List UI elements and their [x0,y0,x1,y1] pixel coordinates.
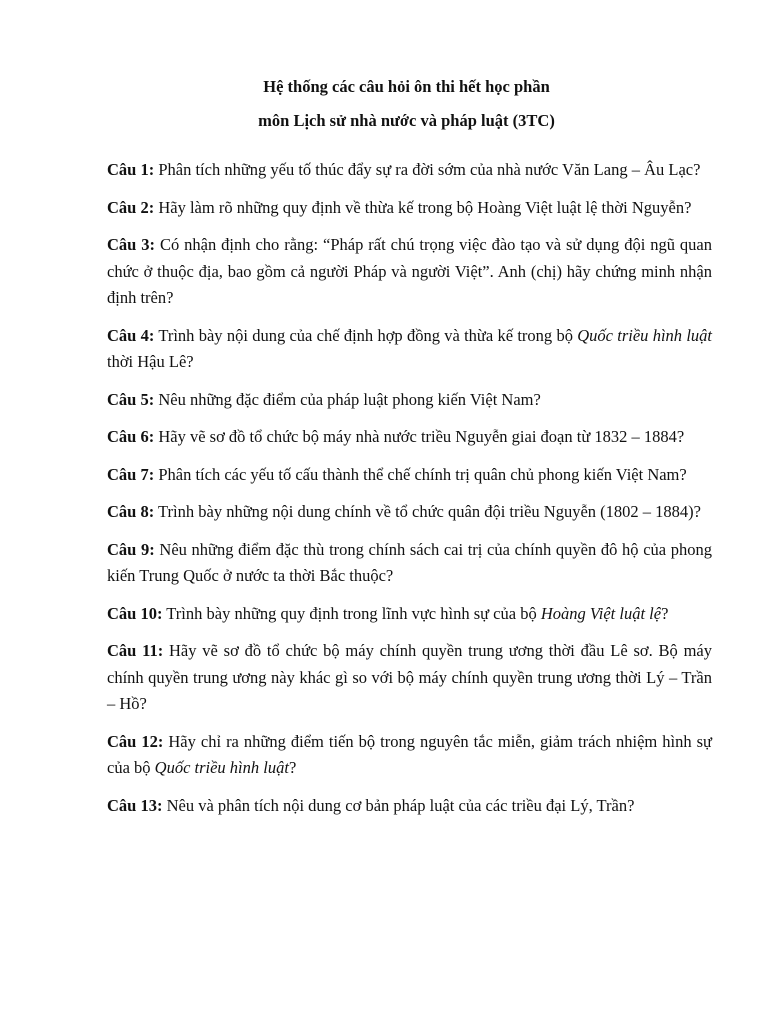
question-text: thời Hậu Lê? [107,352,194,371]
title-line-1: Hệ thống các câu hỏi ôn thi hết học phần [263,77,550,96]
question-item [107,601,712,628]
question-list [107,157,712,819]
question-text: Trình bày nội dung của chế định hợp đồng và thừa kế trong bộ [154,325,578,345]
question-text: Hãy chỉ ra những điểm tiến bộ trong nguyên tắc miễn, giảm trách nhiệm hình sự của bộ [107,731,712,777]
question-item [107,195,712,222]
question-title-reference: Quốc triều hình luật [154,758,289,777]
question-text: Có nhận định cho rằng: “Pháp rất chú trọng việc đào tạo và sử dụng đội ngũ quan chức ở thuộc địa, bao gồm cả người Pháp và người Việt”. Anh (chị) hãy chứng minh nhận định trên? [107,235,712,307]
question-label: Câu 2: [107,197,155,217]
question-item [107,424,712,451]
question-label: Câu 6: [107,427,155,446]
question-label: Câu 1: [107,160,155,179]
question-text: Nêu những đặc điểm của pháp luật phong kiến Việt Nam? [154,389,541,409]
question-item [107,729,712,782]
question-text: Phân tích những yếu tố thúc đẩy sự ra đời sớm của nhà nước Văn Lang – Âu Lạc? [154,160,701,179]
question-item [107,537,712,590]
question-label: Câu 7: [107,464,155,484]
question-item [107,387,712,414]
question-text: ? [288,758,297,777]
question-label: Câu 9: [107,539,155,559]
question-label: Câu 12: [107,731,164,751]
question-label: Câu 8: [107,502,155,521]
question-text: Trình bày những nội dung chính về tổ chức quân đội triều Nguyễn (1802 – 1884)? [154,502,701,521]
question-text: Nêu và phân tích nội dung cơ bản pháp luật của các triều đại Lý, Trần? [162,795,635,815]
title-line-2: môn Lịch sử nhà nước và pháp luật (3TC) [258,111,555,130]
question-title-reference: Hoàng Việt luật lệ [540,603,662,623]
question-text: Hãy vẽ sơ đồ tổ chức bộ máy nhà nước triều Nguyễn giai đoạn từ 1832 – 1884? [154,427,685,446]
question-text: Phân tích các yếu tố cấu thành thể chế chính trị quân chủ phong kiến Việt Nam? [154,464,687,484]
question-label: Câu 4: [107,325,155,345]
question-label: Câu 3: [107,235,156,254]
question-item [107,232,712,312]
question-item [107,638,712,718]
question-label: Câu 11: [107,641,164,660]
question-text: Trình bày những quy định trong lĩnh vực hình sự của bộ [162,603,541,623]
question-title-reference: Quốc triều hình luật [577,325,713,345]
question-item [107,499,712,526]
question-text: Hãy vẽ sơ đồ tổ chức bộ máy chính quyền trung ương thời đầu Lê sơ. Bộ máy chính quyền trung ương này khác gì so với bộ máy chính quyền trung ương thời Lý – Trần – Hồ? [107,641,712,713]
question-text: Nêu những điểm đặc thù trong chính sách cai trị của chính quyền đô hộ của phong kiến Trung Quốc ở nước ta thời Bắc thuộc? [107,539,712,585]
question-label: Câu 10: [107,603,163,623]
question-item [107,793,712,820]
question-item [107,157,712,184]
question-item [107,462,712,489]
question-label: Câu 5: [107,389,155,409]
question-text: ? [661,603,669,623]
document-title [107,70,712,138]
question-text: Hãy làm rõ những quy định về thừa kế trong bộ Hoàng Việt luật lệ thời Nguyễn? [154,197,692,217]
question-item [107,323,712,376]
question-label: Câu 13: [107,795,163,815]
